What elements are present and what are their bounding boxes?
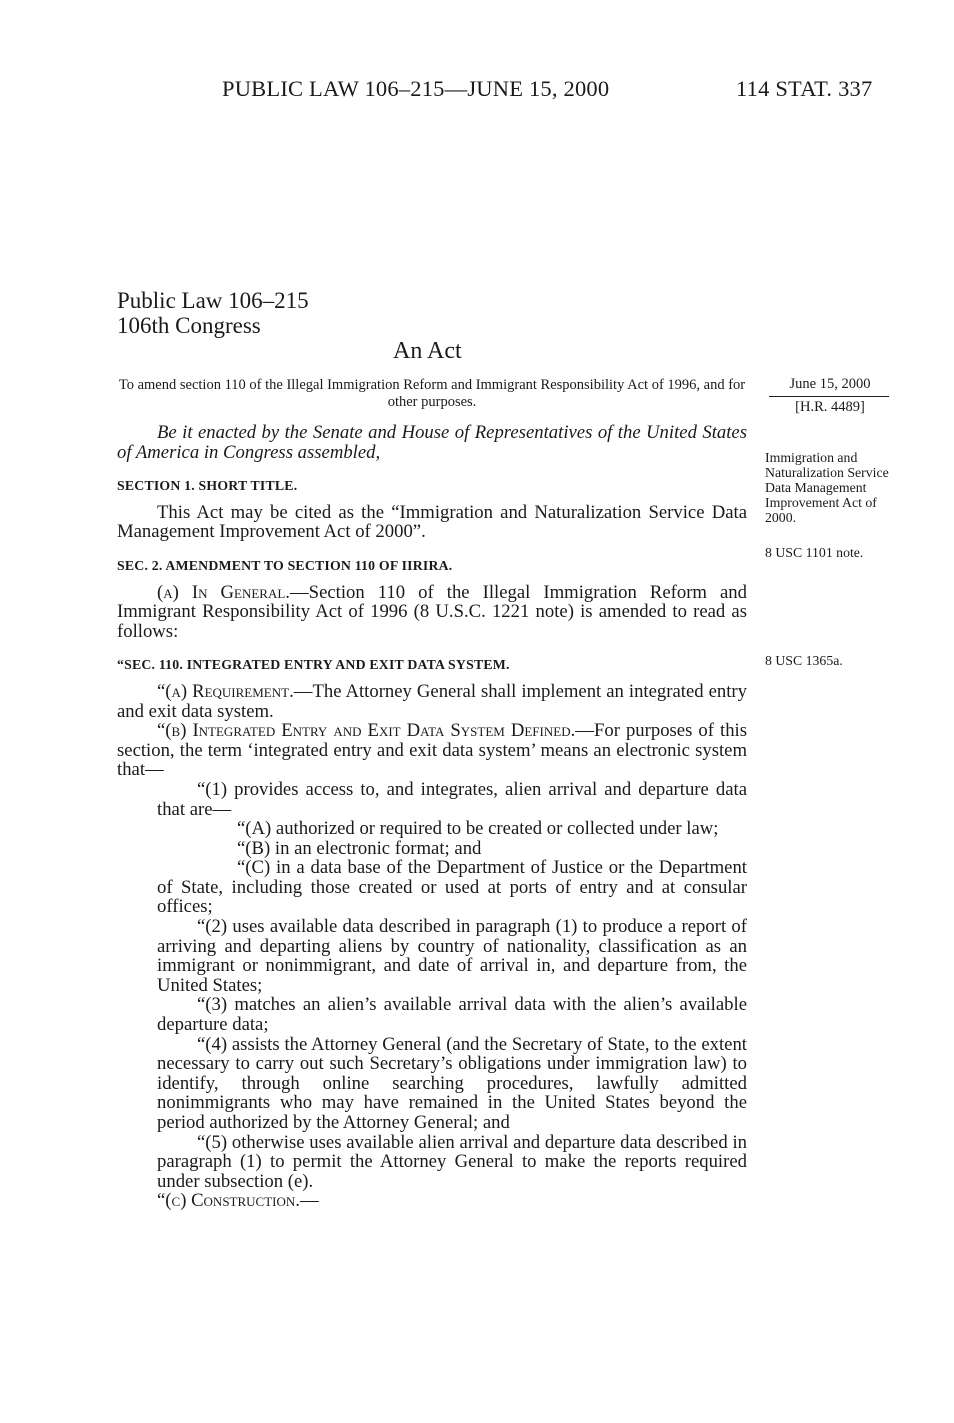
paragraph-1: “(1) provides access to, and integrates, alien arrival and departure data that are— — [157, 778, 747, 820]
paragraph-5: “(5) otherwise uses available alien arrival and departure data described in paragraph (1) to permit the Attorney General to make the reports required under subsection (e). — [157, 1131, 747, 1192]
section-1-heading: SECTION 1. SHORT TITLE. — [117, 478, 298, 494]
subparagraph-c: “(C) in a data base of the Department of Justice or the Department of State, including those created or used at ports of entry and at consular offices; — [157, 857, 747, 918]
paragraph-4: “(4) assists the Attorney General (and the Secretary of State, to the extent necessary to carry out such Secretary’s obligations under immigration law) to identify, through online searching procedures, lawfully admitted nonimmigrants who may have remained in the United States beyond the period authorized by the Attorney General; and — [157, 1033, 747, 1133]
act-title: An Act — [393, 338, 462, 364]
act-purpose: To amend section 110 of the Illegal Immigration Reform and Immigrant Responsibility Act of 1996, and for other purposes. — [118, 377, 746, 410]
subparagraph-a: “(A) authorized or required to be created or collected under law; — [237, 818, 719, 840]
construction-label: “(c) Construction. — [157, 1190, 300, 1212]
subsection-a-text: —Section 110 of the Illegal Immigration Reform and Immigrant Responsibility Act of 1996 (8 U.S.C. 1221 note) is amended to read as follows: — [117, 581, 747, 642]
enactment-date: June 15, 2000 — [789, 376, 871, 392]
congress-label: 106th Congress — [117, 313, 261, 338]
subsection-a-label: (a) In General. — [157, 581, 290, 603]
subsection-a-in-general — [117, 583, 747, 642]
requirement-text: —The Attorney General shall implement an integrated entry and exit data system. — [117, 680, 747, 722]
section-1-text: This Act may be cited as the “Immigration and Naturalization Service Data Management Improvement Act of 2000”. — [117, 501, 747, 543]
construction-subsection — [117, 1191, 747, 1211]
short-title-side-note: Immigration and Naturalization Service Data Management Improvement Act of 2000. — [765, 450, 889, 525]
date-divider — [769, 396, 889, 397]
public-law-number: Public Law 106–215 — [117, 288, 309, 313]
enacting-clause: Be it enacted by the Senate and House of Representatives of the United States of America in Congress assembled, — [117, 422, 747, 463]
requirement-label: “(a) Requirement. — [157, 680, 294, 702]
construction-text: — — [299, 1190, 319, 1212]
usc-citation-note: 8 USC 1101 note. — [765, 545, 864, 560]
bill-number: [H.R. 4489] — [795, 399, 865, 415]
paragraph-3: “(3) matches an alien’s available arrival data with the alien’s available departure data; — [157, 994, 747, 1036]
section-110-heading: “SEC. 110. INTEGRATED ENTRY AND EXIT DATA SYSTEM. — [117, 657, 510, 673]
subparagraph-b: “(B) in an electronic format; and — [237, 837, 482, 859]
usc-citation-note-2: 8 USC 1365a. — [765, 653, 843, 668]
running-title: PUBLIC LAW 106–215—JUNE 15, 2000 — [222, 76, 610, 101]
requirement-subsection — [117, 682, 747, 721]
paragraph-2: “(2) uses available data described in paragraph (1) to produce a report of arriving and departing aliens by country of nationality, classification as an immigrant or nonimmigrant, and date of arrival in, and departure from, the United States; — [157, 916, 747, 996]
definition-label: “(b) Integrated Entry and Exit Data System Defined. — [157, 720, 576, 742]
act-body — [117, 423, 747, 1211]
section-2-heading: SEC. 2. AMENDMENT TO SECTION 110 OF IIRIRA. — [117, 557, 453, 573]
statutes-page-number: 114 STAT. 337 — [736, 76, 873, 101]
definition-text: —For purposes of this section, the term ‘integrated entry and exit data system’ means an electronic system that— — [117, 720, 747, 781]
definition-subsection — [117, 721, 747, 780]
